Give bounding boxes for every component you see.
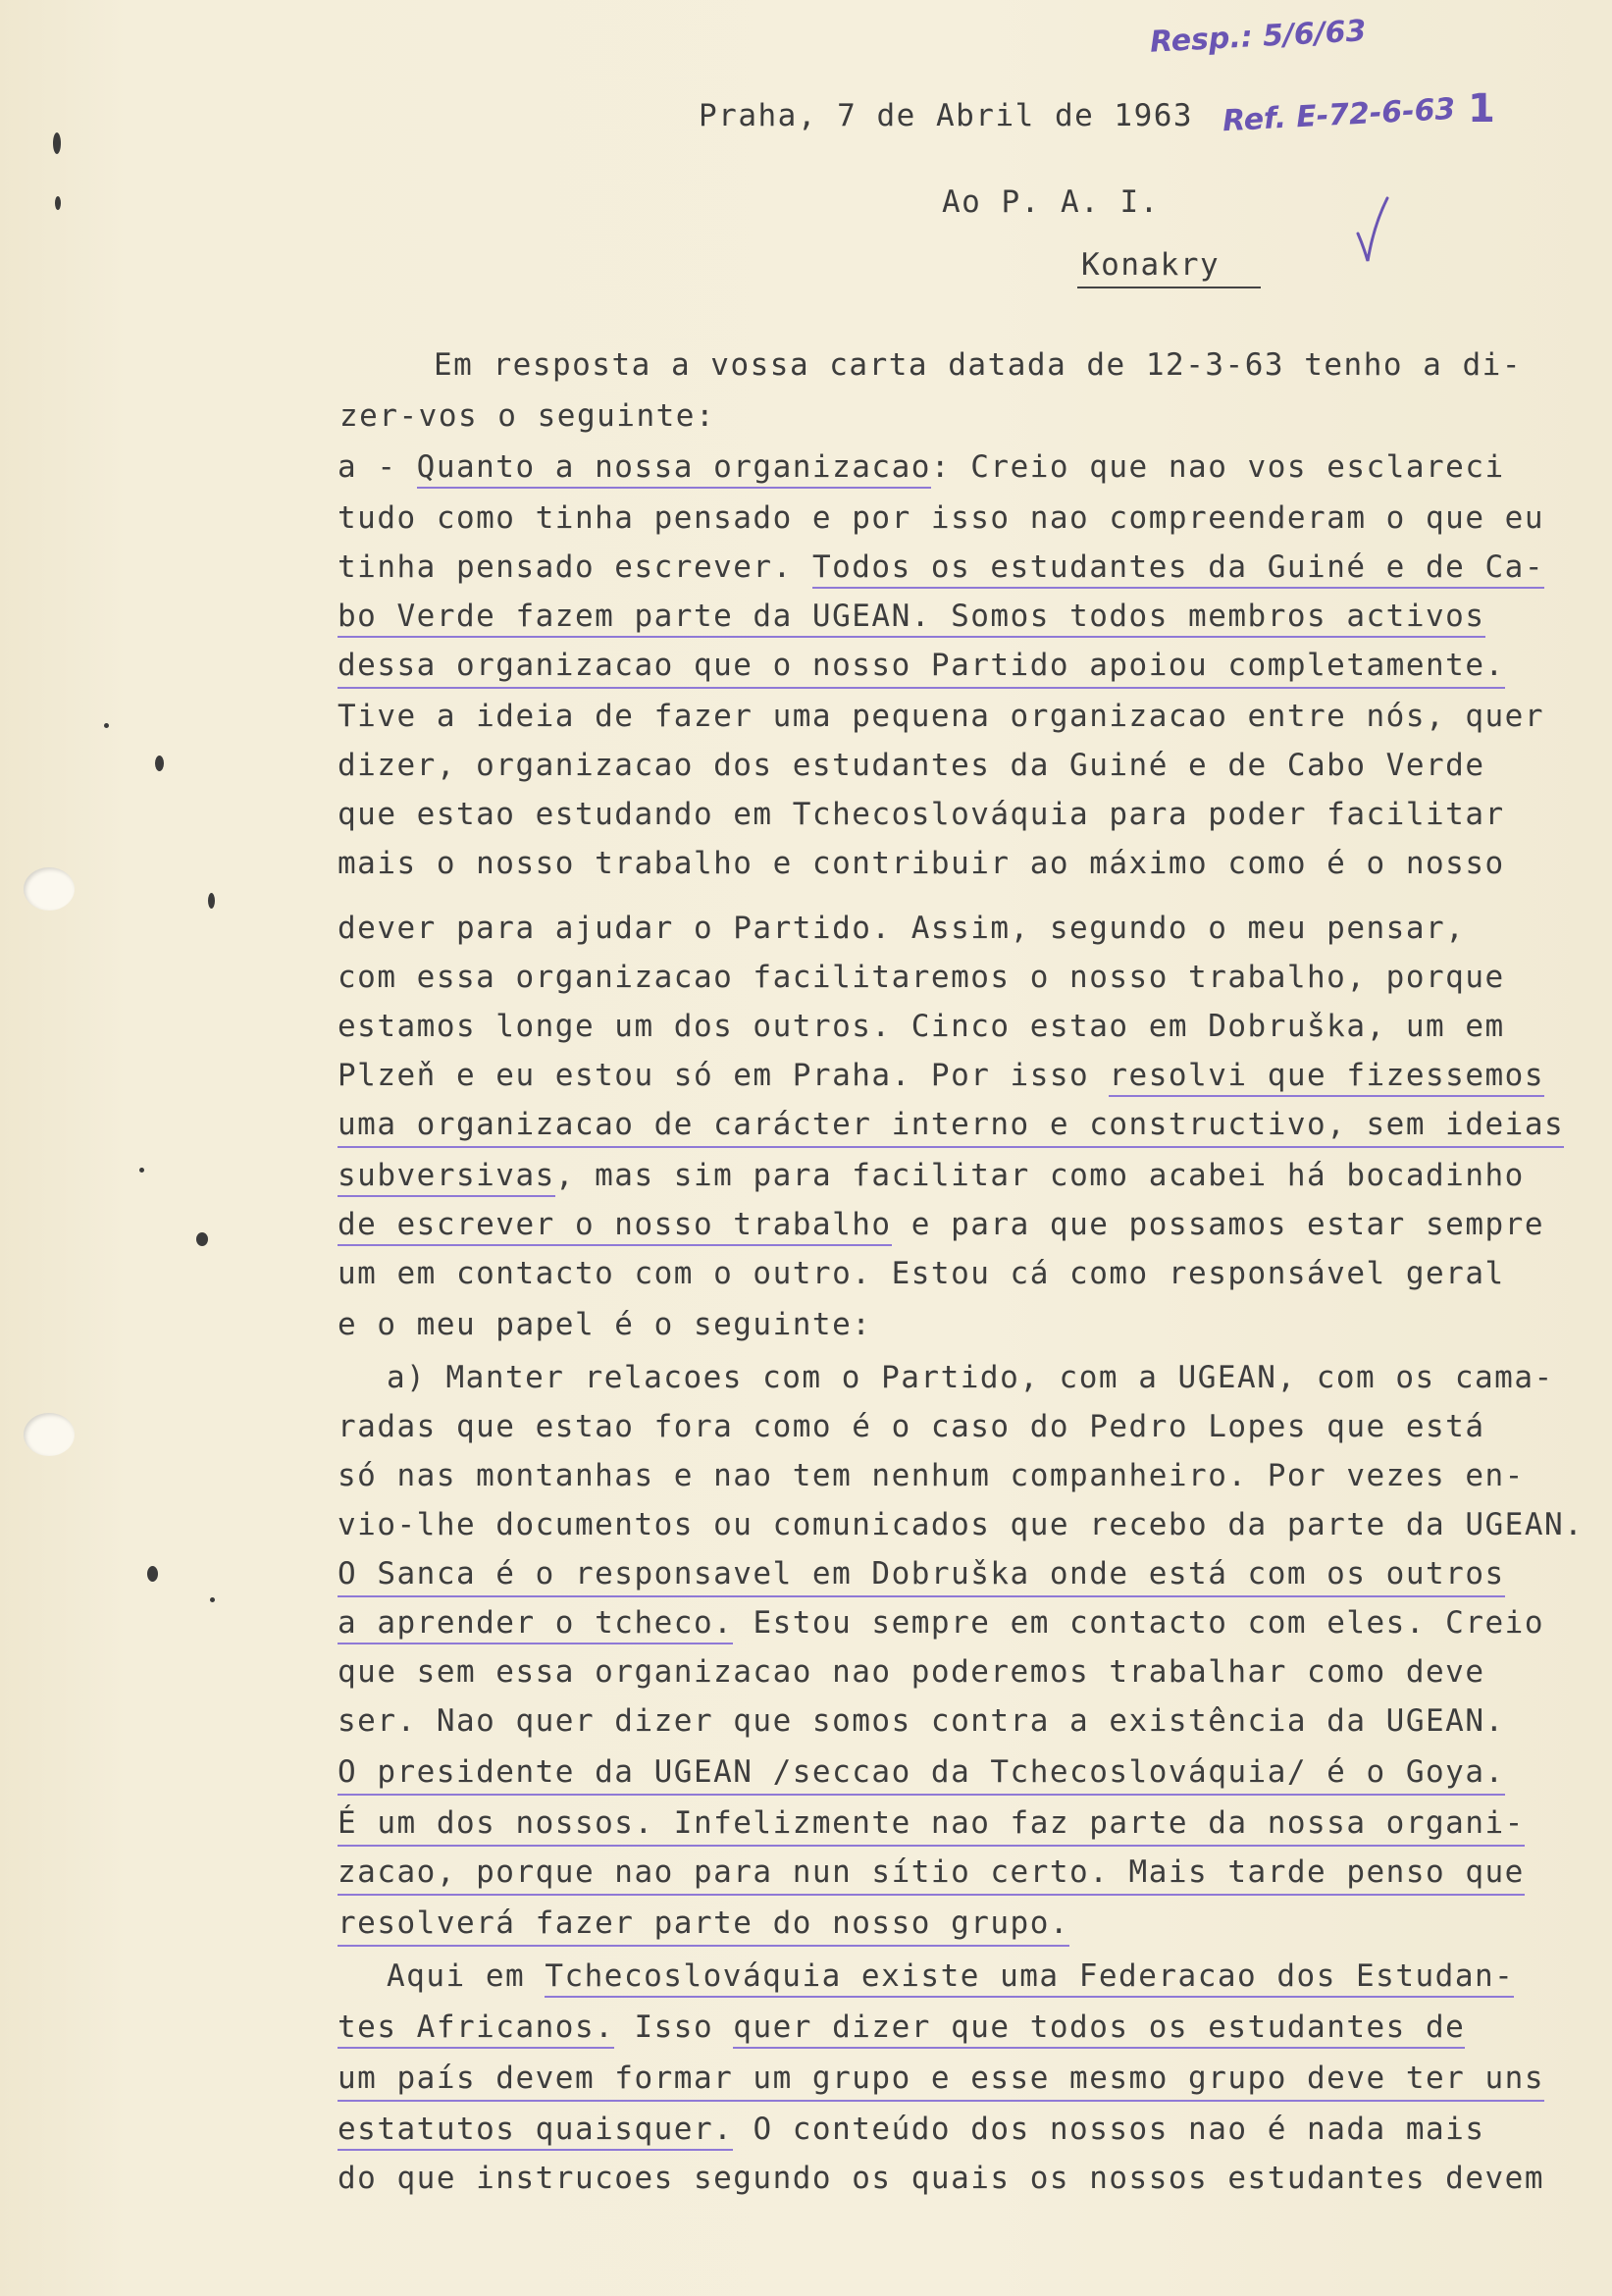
body-line: Aqui em Tchecoslováquia existe uma Federacao dos Estudan- bbox=[387, 1957, 1514, 1996]
body-line: O Sanca é o responsavel em Dobruška onde está com os outros bbox=[338, 1554, 1505, 1597]
body-line: Tive a ideia de fazer uma pequena organizacao entre nós, quer bbox=[338, 699, 1544, 734]
margin-speck bbox=[147, 1566, 158, 1582]
body-line: de escrever o nosso trabalho e para que possamos estar sempre bbox=[338, 1205, 1544, 1244]
body-line: Em resposta a vossa carta datada de 12-3-63 tenho a di- bbox=[434, 347, 1522, 383]
underlined-phrase: Quanto a nossa organizacao bbox=[417, 449, 931, 489]
body-line: e o meu papel é o seguinte: bbox=[338, 1307, 872, 1342]
underlined-phrase: tes Africanos. bbox=[338, 2009, 614, 2049]
body-line: estamos longe um dos outros. Cinco estao em Dobruška, um em bbox=[338, 1009, 1505, 1044]
body-line: estatutos quaisquer. O conteúdo dos nossos nao é nada mais bbox=[338, 2110, 1485, 2149]
letter-city: Konakry bbox=[1077, 245, 1261, 288]
body-line: dessa organizacao que o nosso Partido apoiou completamente. bbox=[338, 646, 1505, 689]
body-line: só nas montanhas e nao tem nenhum companheiro. Por vezes en- bbox=[338, 1458, 1525, 1493]
body-line: a - Quanto a nossa organizacao: Creio que nao vos esclareci bbox=[338, 447, 1505, 487]
margin-speck bbox=[155, 756, 164, 771]
body-line: um país devem formar um grupo e esse mesmo grupo deve ter uns bbox=[338, 2059, 1544, 2102]
body-line: subversivas, mas sim para facilitar como acabei há bocadinho bbox=[338, 1156, 1525, 1195]
body-line: do que instrucoes segundo os quais os nossos estudantes devem bbox=[338, 2161, 1544, 2196]
letter-date: Praha, 7 de Abril de 1963 bbox=[699, 98, 1194, 133]
margin-speck bbox=[104, 723, 109, 728]
body-line: tes Africanos. Isso quer dizer que todos os estudantes de bbox=[338, 2008, 1465, 2047]
body-line: a) Manter relacoes com o Partido, com a UGEAN, com os cama- bbox=[387, 1360, 1554, 1395]
body-line: O presidente da UGEAN /seccao da Tchecoslováquia/ é o Goya. bbox=[338, 1752, 1505, 1796]
body-line: com essa organizacao facilitaremos o nosso trabalho, porque bbox=[338, 960, 1505, 995]
body-line: tinha pensado escrever. Todos os estudantes da Guiné e de Ca- bbox=[338, 548, 1544, 587]
body-line: zer-vos o seguinte: bbox=[339, 398, 716, 434]
margin-speck bbox=[210, 1597, 215, 1602]
body-line: É um dos nossos. Infelizmente nao faz parte da nossa organi- bbox=[338, 1803, 1525, 1847]
margin-speck bbox=[53, 132, 61, 154]
margin-speck bbox=[196, 1232, 208, 1246]
punch-hole-lower bbox=[24, 1413, 75, 1456]
body-line: um em contacto com o outro. Estou cá como responsável geral bbox=[338, 1256, 1505, 1291]
underlined-phrase: quer dizer que todos os estudantes de bbox=[733, 2009, 1465, 2049]
body-line: vio-lhe documentos ou comunicados que recebo da parte da UGEAN. bbox=[338, 1507, 1585, 1542]
body-line: ser. Nao quer dizer que somos contra a existência da UGEAN. bbox=[338, 1703, 1505, 1739]
punch-hole-upper bbox=[24, 867, 75, 911]
response-date-annotation: Resp.: 5/6/63 bbox=[1149, 14, 1368, 60]
reference-annotation: Ref. E-72-6-63 bbox=[1222, 91, 1457, 139]
body-line: que sem essa organizacao nao poderemos trabalhar como deve bbox=[338, 1654, 1485, 1690]
body-line: a aprender o tcheco. Estou sempre em contacto com eles. Creio bbox=[338, 1603, 1544, 1643]
body-line: mais o nosso trabalho e contribuir ao máximo como é o nosso bbox=[338, 846, 1505, 881]
underlined-phrase: estatutos quaisquer. bbox=[338, 2112, 733, 2151]
underlined-phrase: Tchecoslováquia existe uma Federacao dos Estudan- bbox=[545, 1958, 1514, 1998]
underlined-phrase: subversivas bbox=[338, 1158, 555, 1197]
underlined-phrase: a aprender o tcheco. bbox=[338, 1605, 733, 1644]
margin-speck bbox=[55, 196, 61, 210]
underlined-phrase: de escrever o nosso trabalho bbox=[338, 1207, 892, 1246]
body-line: radas que estao fora como é o caso do Pedro Lopes que está bbox=[338, 1409, 1485, 1444]
underlined-phrase: resolvi que fizessemos bbox=[1109, 1058, 1544, 1097]
body-line: uma organizacao de carácter interno e constructivo, sem ideias bbox=[338, 1105, 1564, 1148]
body-line: tudo como tinha pensado e por isso nao compreenderam o que eu bbox=[338, 500, 1544, 536]
body-line: resolverá fazer parte do nosso grupo. bbox=[338, 1904, 1069, 1947]
margin-speck bbox=[139, 1168, 144, 1173]
underlined-phrase: bo Verde fazem parte da UGEAN. bbox=[338, 599, 931, 638]
body-line: que estao estudando em Tchecoslováquia para poder facilitar bbox=[338, 797, 1505, 832]
check-mark-icon bbox=[1356, 196, 1389, 265]
underlined-phrase: Todos os estudantes da Guiné e de Ca- bbox=[812, 549, 1544, 589]
reference-number-annotation: 1 bbox=[1468, 86, 1495, 131]
underlined-phrase: Somos todos membros activos bbox=[931, 599, 1485, 638]
letter-recipient: Ao P. A. I. bbox=[942, 184, 1160, 220]
margin-speck bbox=[208, 893, 215, 909]
body-line: Plzeň e eu estou só em Praha. Por isso resolvi que fizessemos bbox=[338, 1056, 1544, 1095]
body-line: dever para ajudar o Partido. Assim, segundo o meu pensar, bbox=[338, 911, 1466, 946]
body-line: zacao, porque nao para nun sítio certo. Mais tarde penso que bbox=[338, 1852, 1525, 1896]
body-line: dizer, organizacao dos estudantes da Guiné e de Cabo Verde bbox=[338, 748, 1485, 783]
body-line bbox=[338, 597, 1485, 636]
